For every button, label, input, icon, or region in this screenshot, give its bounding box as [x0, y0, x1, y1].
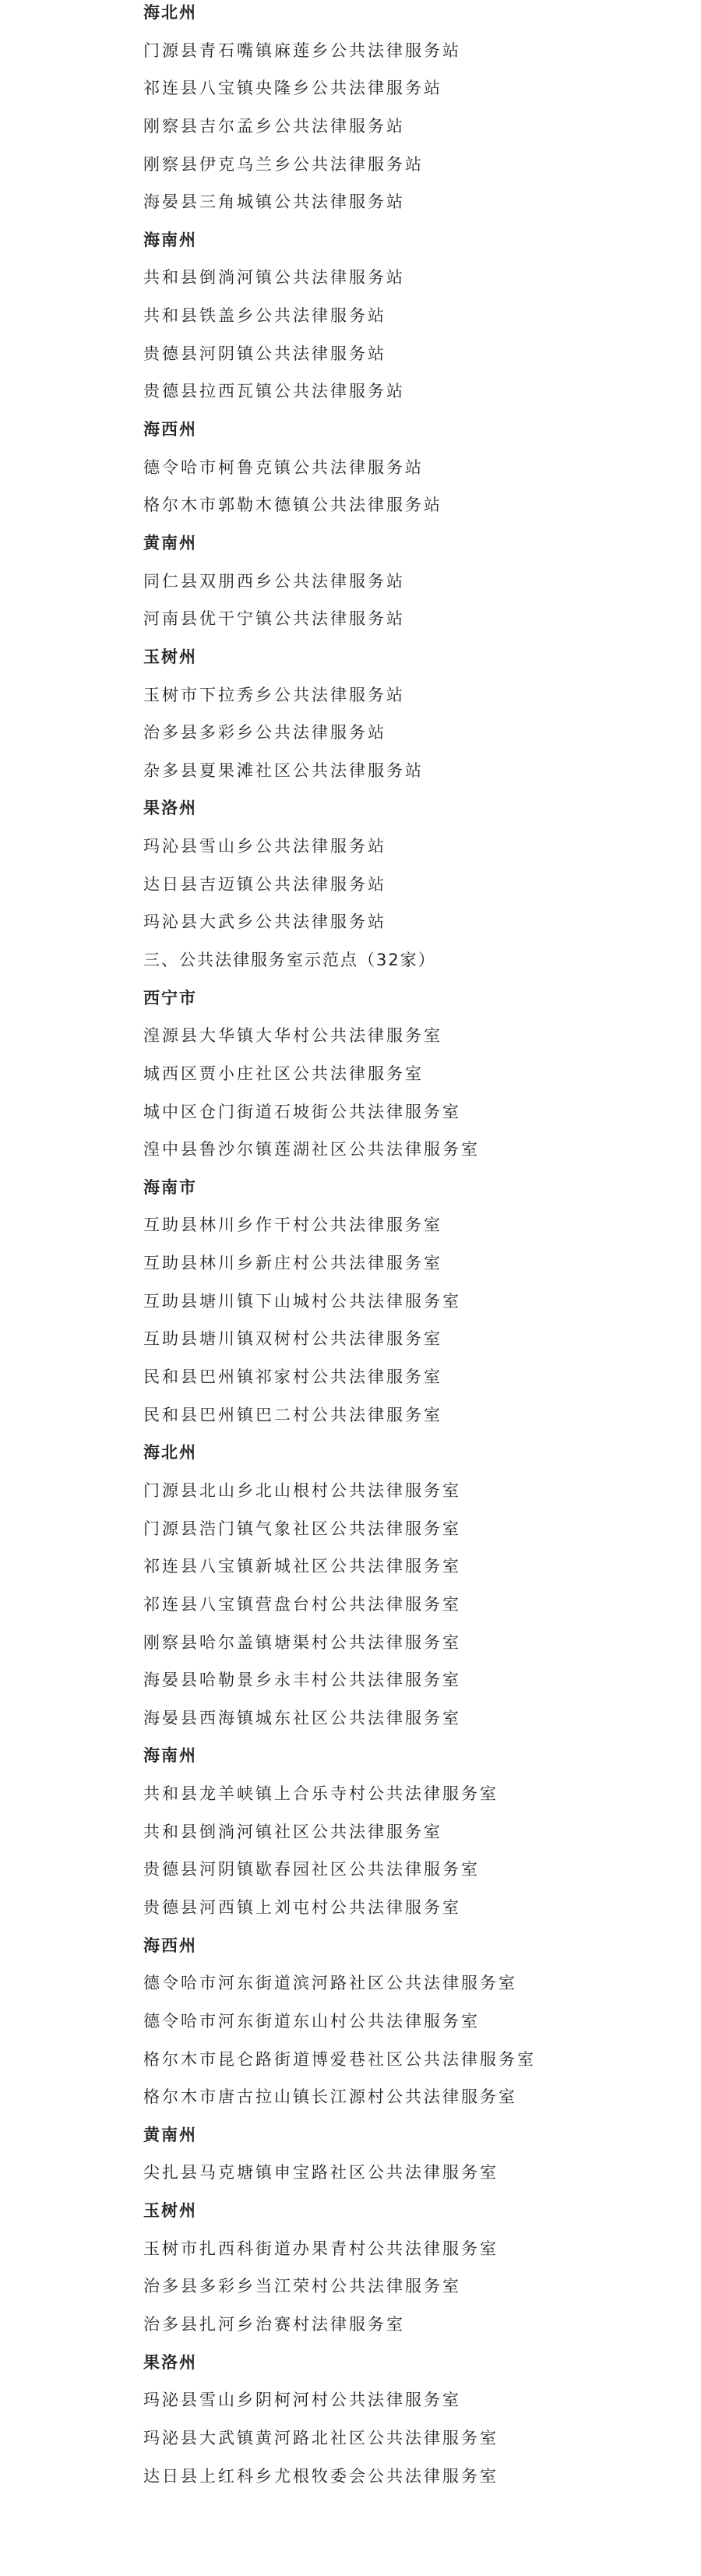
list-item: 玉树市扎西科街道办果青村公共法律服务室 — [143, 2239, 498, 2258]
list-item: 格尔木市昆仑路街道博爱巷社区公共法律服务室 — [143, 2050, 536, 2069]
list-item: 贵德县河阴镇歇春园社区公共法律服务室 — [143, 1860, 480, 1879]
list-item: 民和县巴州镇祁家村公共法律服务室 — [143, 1367, 442, 1386]
list-item: 互助县塘川镇双树村公共法律服务室 — [143, 1329, 442, 1348]
region-heading: 海南州 — [143, 231, 197, 249]
region-heading: 海西州 — [143, 1936, 197, 1955]
list-item: 湟中县鲁沙尔镇莲湖社区公共法律服务室 — [143, 1140, 480, 1159]
region-heading: 海北州 — [143, 1443, 197, 1462]
region-heading: 黄南州 — [143, 2126, 197, 2144]
list-item: 刚察县伊克乌兰乡公共法律服务站 — [143, 155, 424, 174]
list-item: 互助县林川乡作干村公共法律服务室 — [143, 1216, 442, 1234]
list-item: 治多县多彩乡当江荣村公共法律服务室 — [143, 2277, 461, 2295]
list-item: 格尔木市郭勒木德镇公共法律服务站 — [143, 496, 442, 514]
list-item: 德令哈市河东街道东山村公共法律服务室 — [143, 2012, 480, 2031]
list-item: 杂多县夏果滩社区公共法律服务站 — [143, 761, 424, 780]
list-item: 达日县吉迈镇公共法律服务站 — [143, 875, 386, 894]
list-item: 同仁县双朋西乡公共法律服务站 — [143, 572, 405, 591]
list-item: 刚察县哈尔盖镇塘渠村公共法律服务室 — [143, 1633, 461, 1652]
list-item: 德令哈市柯鲁克镇公共法律服务站 — [143, 458, 424, 477]
list-item: 治多县多彩乡公共法律服务站 — [143, 723, 386, 742]
list-item: 海晏县三角城镇公共法律服务站 — [143, 192, 405, 211]
region-heading: 海西州 — [143, 420, 197, 439]
list-item: 湟源县大华镇大华村公共法律服务室 — [143, 1026, 442, 1045]
region-heading: 海南市 — [143, 1178, 197, 1197]
section-heading: 三、公共法律服务室示范点（32家） — [143, 951, 436, 969]
list-item: 祁连县八宝镇营盘台村公共法律服务室 — [143, 1595, 461, 1614]
list-item: 共和县龙羊峡镇上合乐寺村公共法律服务室 — [143, 1784, 498, 1803]
region-heading: 玉树州 — [143, 2201, 197, 2220]
region-heading: 玉树州 — [143, 648, 197, 666]
list-item: 海晏县西海镇城东社区公共法律服务室 — [143, 1709, 461, 1727]
region-heading: 海北州 — [143, 3, 197, 22]
region-heading: 果洛州 — [143, 799, 197, 817]
list-item: 互助县林川乡新庄村公共法律服务室 — [143, 1254, 442, 1272]
region-heading: 果洛州 — [143, 2353, 197, 2372]
list-item: 海晏县哈勒景乡永丰村公共法律服务室 — [143, 1671, 461, 1689]
list-item: 玉树市下拉秀乡公共法律服务站 — [143, 686, 405, 704]
list-item: 格尔木市唐古拉山镇长江源村公共法律服务室 — [143, 2087, 517, 2106]
list-item: 达日县上红科乡尤根牧委会公共法律服务室 — [143, 2467, 498, 2486]
region-heading: 海南州 — [143, 1746, 197, 1765]
list-item: 民和县巴州镇巴二村公共法律服务室 — [143, 1406, 442, 1424]
list-item: 治多县扎河乡治赛村法律服务室 — [143, 2315, 405, 2334]
list-item: 德令哈市河东街道滨河路社区公共法律服务室 — [143, 1974, 517, 1992]
list-item: 门源县浩门镇气象社区公共法律服务室 — [143, 1519, 461, 1538]
list-item: 刚察县吉尔孟乡公共法律服务站 — [143, 117, 405, 136]
list-item: 祁连县八宝镇央隆乡公共法律服务站 — [143, 79, 442, 97]
list-item: 玛沁县雪山乡公共法律服务站 — [143, 837, 386, 856]
list-item: 贵德县拉西瓦镇公共法律服务站 — [143, 382, 405, 401]
list-item: 城西区贾小庄社区公共法律服务室 — [143, 1064, 424, 1083]
list-item: 共和县铁盖乡公共法律服务站 — [143, 306, 386, 325]
list-item: 共和县倒淌河镇公共法律服务站 — [143, 268, 405, 287]
list-item: 祁连县八宝镇新城社区公共法律服务室 — [143, 1557, 461, 1576]
region-heading: 黄南州 — [143, 534, 197, 552]
list-item: 玛沁县大武乡公共法律服务站 — [143, 912, 386, 931]
list-item: 门源县青石嘴镇麻莲乡公共法律服务站 — [143, 41, 461, 60]
list-item: 共和县倒淌河镇社区公共法律服务室 — [143, 1823, 442, 1841]
list-item: 贵德县河西镇上刘屯村公共法律服务室 — [143, 1898, 461, 1917]
list-item: 河南县优干宁镇公共法律服务站 — [143, 609, 405, 628]
region-heading: 西宁市 — [143, 989, 197, 1007]
list-item: 贵德县河阴镇公共法律服务站 — [143, 344, 386, 363]
list-item: 互助县塘川镇下山城村公共法律服务室 — [143, 1292, 461, 1311]
list-item: 门源县北山乡北山根村公共法律服务室 — [143, 1481, 461, 1500]
list-item: 城中区仓门街道石坡街公共法律服务室 — [143, 1103, 461, 1121]
list-item: 玛泌县雪山乡阴柯河村公共法律服务室 — [143, 2391, 461, 2409]
list-item: 玛泌县大武镇黄河路北社区公共法律服务室 — [143, 2429, 498, 2447]
list-item: 尖扎县马克塘镇申宝路社区公共法律服务室 — [143, 2163, 498, 2182]
